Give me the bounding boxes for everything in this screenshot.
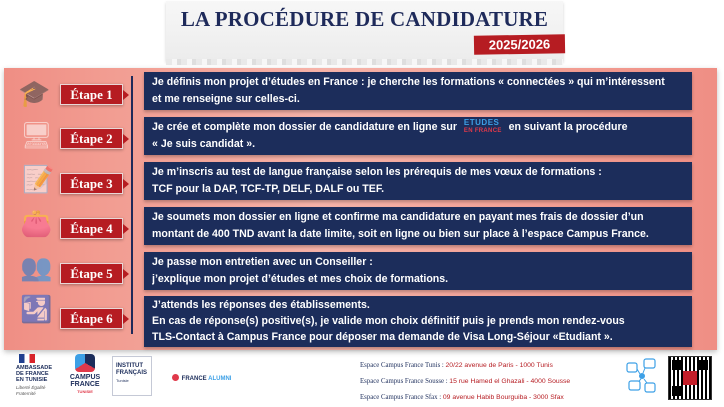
step-2-label: Étape 2 [60, 128, 123, 149]
campus-france-logo[interactable] [64, 354, 106, 395]
institut-line-1: INSTITUT [116, 363, 143, 369]
step-3-line-2: TCF pour la DAP, TCF-TP, DELF, DALF ou TEF. [152, 183, 385, 195]
step-3-box [144, 162, 692, 200]
step-6-label: Étape 6 [60, 308, 123, 329]
contact-tunis [360, 358, 570, 374]
france-alumni-logo[interactable] [172, 374, 231, 382]
test-sheet-icon: 📝 [22, 164, 55, 194]
step-5-line-2: j’explique mon projet d’études et mes choix de formations. [152, 273, 449, 285]
contact-sousse [360, 374, 570, 390]
step-3-line-1: Je m’inscris au test de langue française selon les prérequis de mes vœux de formations : [152, 166, 602, 178]
institut-line-2: FRANÇAIS [116, 370, 147, 376]
ambassade-motto: Liberté Égalité Fraternité [16, 385, 46, 396]
alumni-word-1: FRANCE [181, 376, 207, 382]
etudes-logo-top: ÉTUDES [463, 119, 500, 128]
ambassade-line-2: DE FRANCE [16, 371, 49, 377]
year-badge: 2025/2026 [474, 34, 565, 55]
step-1-line-2: et me renseigne sur celles-ci. [152, 93, 300, 105]
step-6-line-1: J’attends les réponses des établissements. [152, 299, 370, 311]
contact-sousse-name: Espace Campus France Sousse : [360, 378, 448, 385]
contact-sfax [360, 390, 570, 406]
qr-code-icon[interactable] [668, 356, 712, 400]
visa-stamp-icon: 🛂 [20, 294, 53, 324]
etudes-en-france-logo[interactable] [464, 119, 502, 135]
ambassade-logo[interactable] [16, 354, 60, 397]
step-5-label: Étape 5 [60, 263, 123, 284]
ambassade-line-3: EN TUNISIE [16, 377, 48, 383]
institut-francais-logo[interactable] [112, 356, 152, 396]
computer-icon: 🖥 [20, 120, 54, 150]
institut-sub: Tunisie [116, 378, 129, 383]
step-4-label: Étape 4 [60, 218, 123, 239]
ambassade-line-1: AMBASSADE [16, 365, 53, 371]
timeline-line [131, 76, 133, 334]
page-title: LA PROCÉDURE DE CANDIDATURE [180, 7, 549, 31]
step-6-line-2: En cas de réponse(s) positive(s), je valide mon choix définitif puis je prends mon rendez-vous [152, 315, 625, 327]
contact-sfax-address: 09 avenue Habib Bourguiba - 3000 Sfax [442, 394, 564, 401]
alumni-dot-icon [172, 374, 179, 381]
step-5-box [144, 252, 692, 290]
step-2-line-2: « Je suis candidat ». [152, 138, 256, 150]
step-4-line-1: Je soumets mon dossier en ligne et confirme ma candidature en payant mes frais de dossier d’un [152, 211, 644, 223]
etudes-logo-bottom: EN FRANCE [463, 128, 502, 135]
step-2-box [144, 117, 692, 155]
campus-france-line-1: CAMPUS [69, 374, 101, 381]
campus-france-mark-icon [75, 354, 95, 372]
wallet-icon: 👛 [20, 208, 53, 238]
social-network-icon [625, 357, 659, 397]
campus-france-line-2: FRANCE [70, 381, 100, 388]
step-2-text-before: Je crée et complète mon dossier de candidature en ligne sur [152, 121, 457, 133]
step-6-box [144, 296, 692, 347]
partner-logos [0, 354, 240, 404]
step-2-text-after: en suivant la procédure [508, 121, 628, 133]
alumni-word-2: ALUMNI [208, 376, 232, 382]
step-1-line-1: Je définis mon projet d’études en France : je cherche les formations « connectées » qui m’intéressent [152, 76, 665, 88]
contact-tunis-name: Espace Campus France Tunis : [360, 362, 444, 369]
step-3-label: Étape 3 [60, 173, 123, 194]
french-flag-icon [19, 354, 35, 363]
title-banner [166, 1, 563, 61]
step-4-line-2: montant de 400 TND avant la date limite, soit en ligne ou bien sur place à l’espace Campus France. [152, 228, 649, 240]
step-6-line-3: TLS-Contact à Campus France pour déposer ma demande de Visa Long-Séjour «Etudiant ». [152, 331, 613, 343]
step-1-box [144, 72, 692, 110]
contacts-list [360, 358, 570, 406]
contact-tunis-address: 20/22 avenue de Paris - 1000 Tunis [445, 362, 553, 369]
step-1-label: Étape 1 [60, 84, 123, 105]
graduation-cap-icon: 🎓 [18, 78, 51, 108]
campus-france-sub: TUNISIE [77, 389, 93, 394]
qr-center-mark [683, 371, 697, 385]
contact-sousse-address: 15 rue Hamed el Ghazali - 4000 Sousse [449, 378, 571, 385]
step-2-line-1 [152, 119, 684, 136]
social-icons[interactable] [625, 357, 659, 397]
step-5-line-1: Je passe mon entretien avec un Conseiller : [152, 256, 373, 268]
interview-icon: 👥 [20, 252, 53, 282]
step-4-box [144, 207, 692, 245]
contact-sfax-name: Espace Campus France Sfax : [360, 394, 442, 401]
